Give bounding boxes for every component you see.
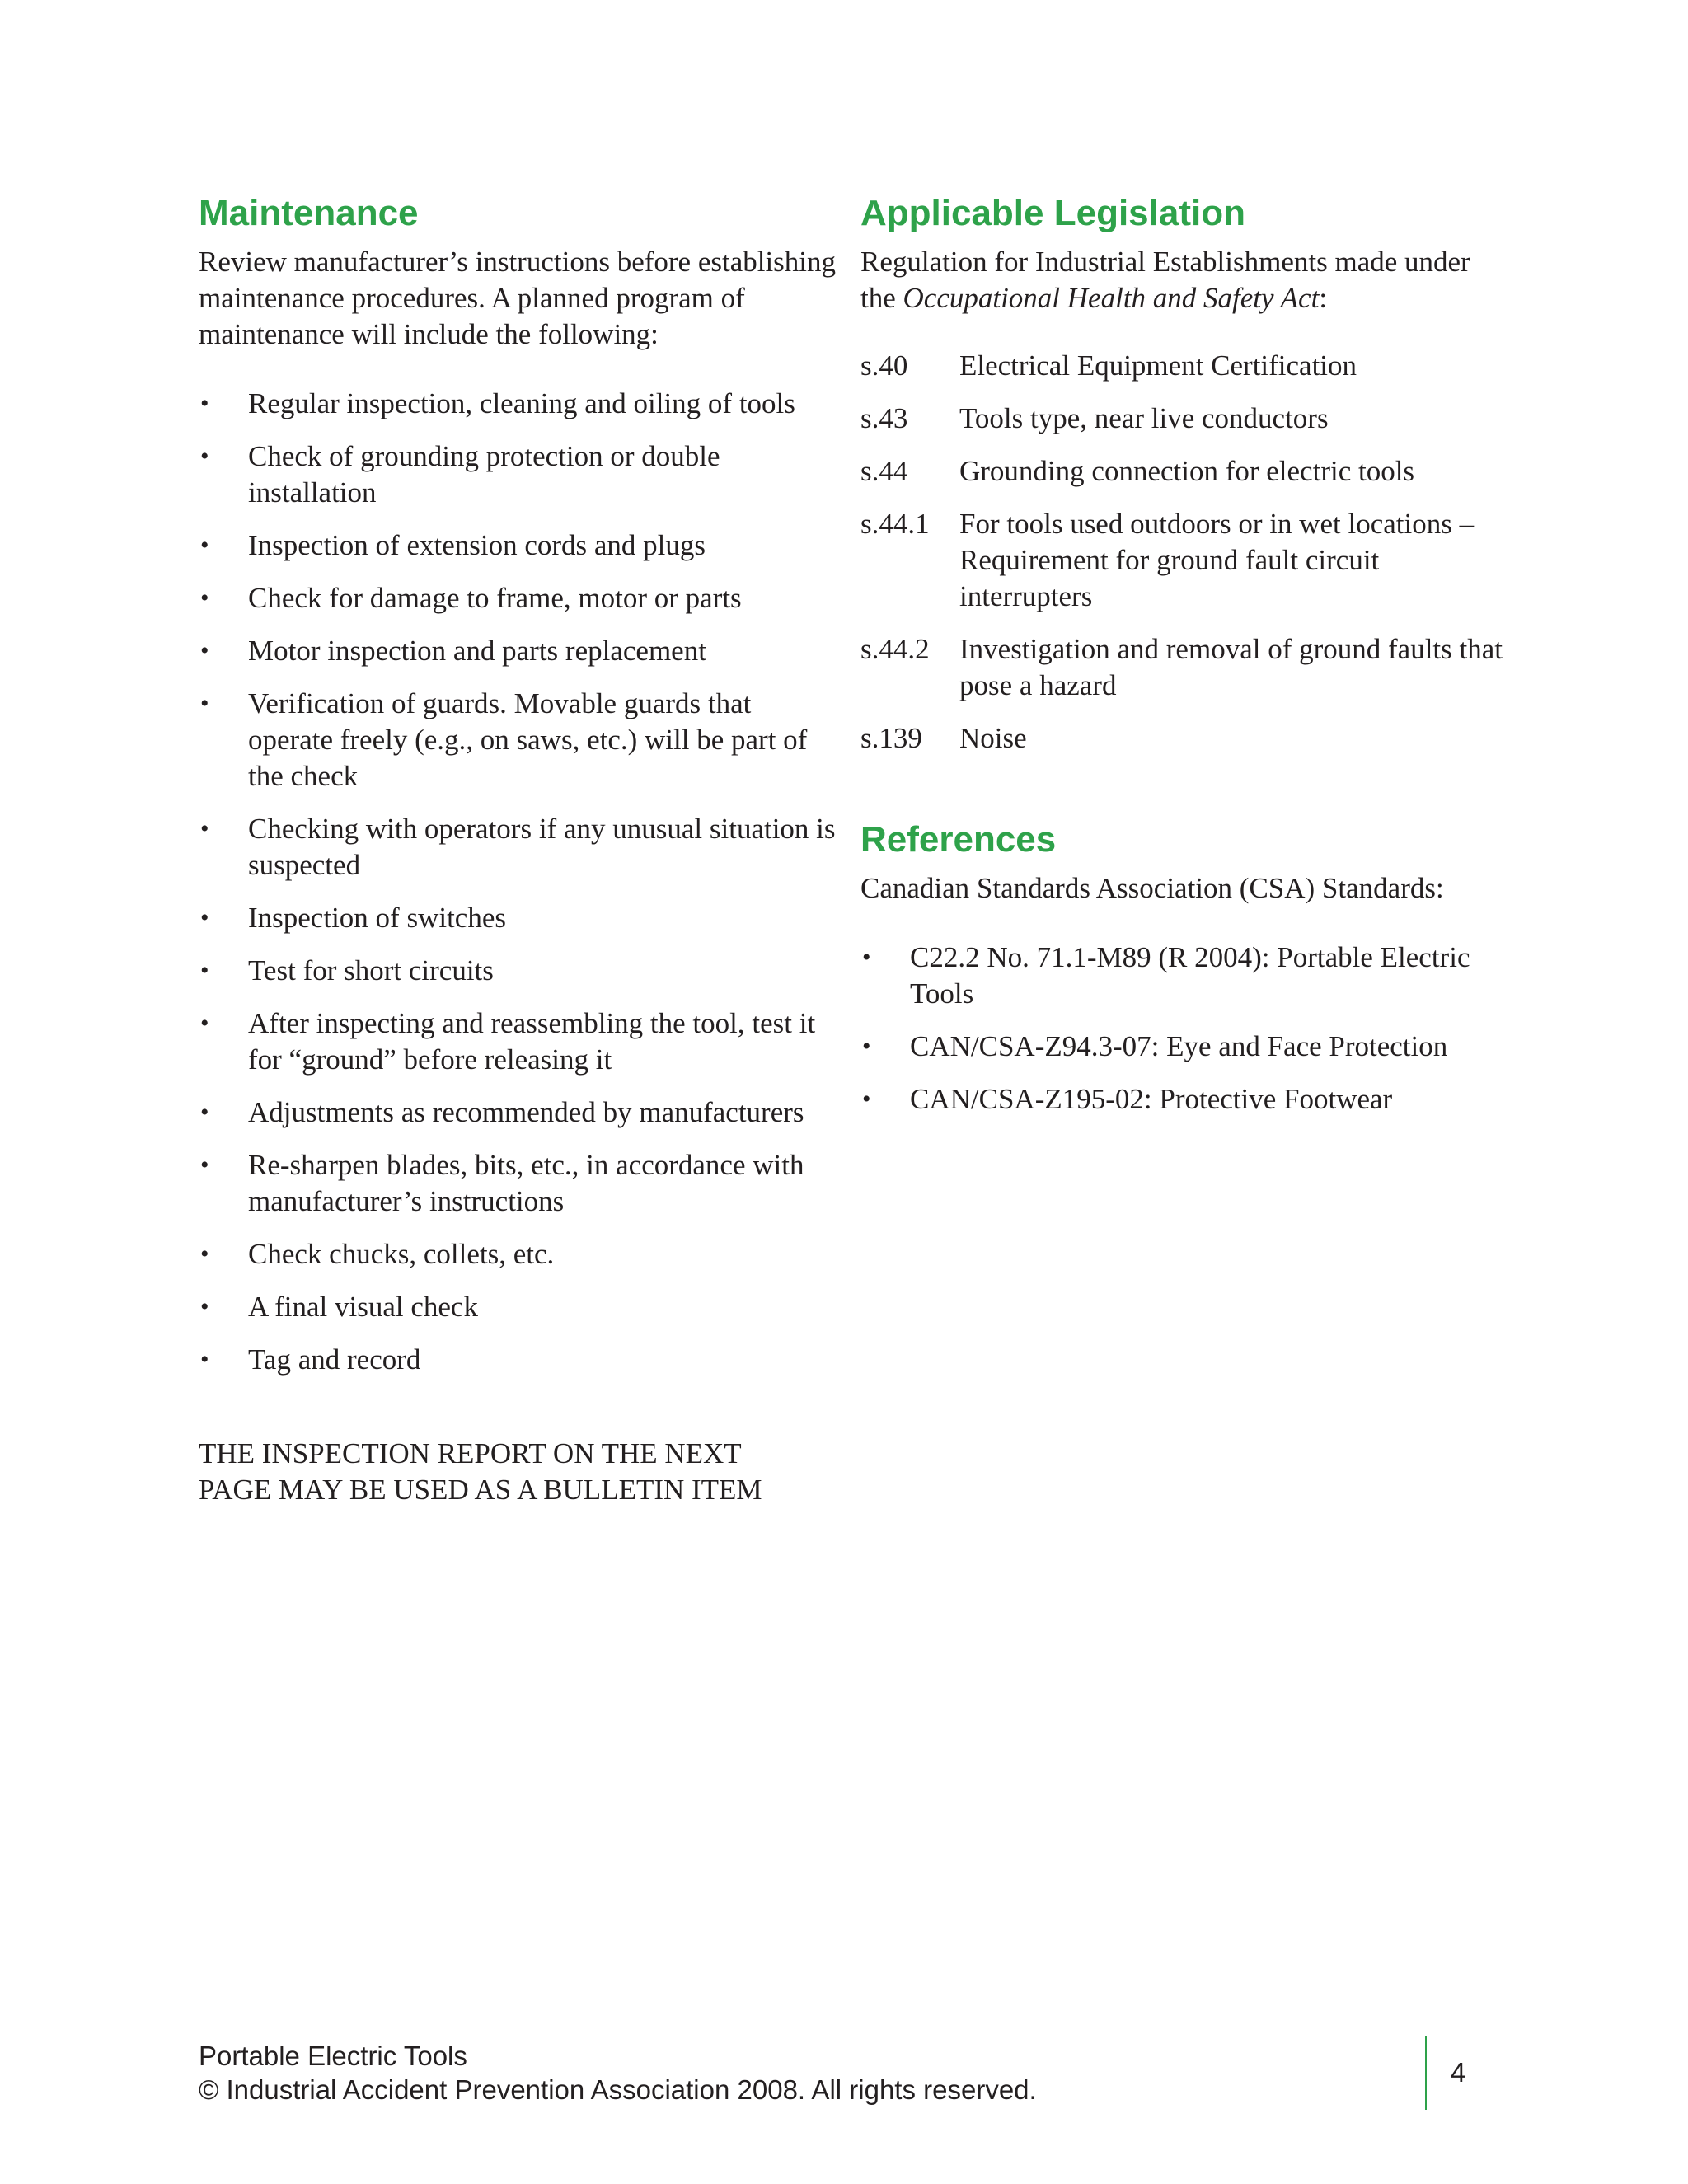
list-item-text: CAN/CSA-Z195-02: Protective Footwear bbox=[910, 1083, 1393, 1115]
bullet-icon: • bbox=[200, 1010, 209, 1037]
section-description: Tools type, near live conductors bbox=[959, 402, 1329, 434]
list-item-text: Inspection of extension cords and plugs bbox=[248, 529, 706, 561]
bullet-icon: • bbox=[200, 390, 209, 417]
legislation-table bbox=[860, 348, 1503, 757]
list-item bbox=[199, 527, 842, 564]
references-list bbox=[860, 940, 1503, 1118]
list-item-text: Inspection of switches bbox=[248, 902, 506, 934]
list-item bbox=[199, 953, 842, 989]
legislation-heading: Applicable Legislation bbox=[860, 193, 1245, 233]
inspection-report-note bbox=[199, 1436, 842, 1508]
bullet-icon: • bbox=[200, 637, 209, 664]
section-description: Electrical Equipment Certification bbox=[959, 349, 1357, 382]
list-item bbox=[199, 686, 842, 794]
list-item bbox=[199, 580, 842, 616]
table-row bbox=[860, 453, 1503, 490]
legislation-intro-prefix: Regulation for Industrial Establishments made under the bbox=[860, 246, 1470, 314]
list-item-text: Test for short circuits bbox=[248, 954, 494, 987]
bullet-icon: • bbox=[200, 1099, 209, 1126]
list-item-text: After inspecting and reassembling the tool, test it for “ground” before releasing it bbox=[248, 1007, 816, 1076]
bullet-icon: • bbox=[200, 904, 209, 931]
bullet-icon: • bbox=[200, 690, 209, 717]
maintenance-intro: Review manufacturer’s instructions before establishing maintenance procedures. A planned program of maintenance will include the following: bbox=[199, 246, 837, 350]
list-item bbox=[199, 1005, 842, 1078]
list-item bbox=[199, 1147, 842, 1220]
section-description: For tools used outdoors or in wet locations – Requirement for ground fault circuit interrupters bbox=[959, 508, 1475, 612]
list-item bbox=[199, 900, 842, 936]
list-item bbox=[860, 1081, 1503, 1118]
references-heading: References bbox=[860, 819, 1057, 860]
table-row bbox=[860, 720, 1503, 757]
bullet-icon: • bbox=[200, 815, 209, 842]
section-number: s.44 bbox=[860, 455, 908, 487]
note-line: PAGE MAY BE USED AS A BULLETIN ITEM bbox=[199, 1474, 762, 1506]
legislation-intro bbox=[860, 244, 1503, 316]
list-item-text: Check for damage to frame, motor or parts bbox=[248, 582, 742, 614]
list-item-text: Motor inspection and parts replacement bbox=[248, 635, 706, 667]
list-item bbox=[199, 386, 842, 422]
bullet-icon: • bbox=[862, 1033, 871, 1060]
list-item bbox=[860, 940, 1503, 1012]
page-number: 4 bbox=[1451, 2057, 1466, 2088]
legislation-section bbox=[860, 191, 1503, 1134]
bullet-icon: • bbox=[200, 1346, 209, 1373]
bullet-icon: • bbox=[862, 1085, 871, 1113]
list-item-text: CAN/CSA-Z94.3-07: Eye and Face Protection bbox=[910, 1030, 1448, 1062]
list-item bbox=[199, 1236, 842, 1272]
list-item bbox=[199, 811, 842, 883]
list-item-text: Tag and record bbox=[248, 1343, 421, 1376]
section-number: s.43 bbox=[860, 402, 908, 434]
footer-title: Portable Electric Tools bbox=[199, 2041, 467, 2071]
list-item bbox=[860, 1029, 1503, 1065]
maintenance-section bbox=[199, 191, 842, 1508]
bullet-icon: • bbox=[862, 944, 871, 971]
list-item-text: C22.2 No. 71.1-M89 (R 2004): Portable Electric Tools bbox=[910, 941, 1470, 1010]
footer-copyright: © Industrial Accident Prevention Association 2008. All rights reserved. bbox=[199, 2074, 1037, 2105]
list-item-text: Checking with operators if any unusual situation is suspected bbox=[248, 813, 836, 881]
list-item-text: Verification of guards. Movable guards that operate freely (e.g., on saws, etc.) will be part of the check bbox=[248, 687, 808, 792]
list-item bbox=[199, 1094, 842, 1131]
list-item-text: Adjustments as recommended by manufacturers bbox=[248, 1096, 804, 1128]
list-item bbox=[199, 633, 842, 669]
list-item-text: A final visual check bbox=[248, 1291, 478, 1323]
page-footer bbox=[199, 2039, 1037, 2107]
list-item-text: Re-sharpen blades, bits, etc., in accordance with manufacturer’s instructions bbox=[248, 1149, 804, 1217]
list-item-text: Check chucks, collets, etc. bbox=[248, 1238, 555, 1270]
bullet-icon: • bbox=[200, 957, 209, 984]
section-description: Noise bbox=[959, 722, 1027, 754]
references-intro: Canadian Standards Association (CSA) Standards: bbox=[860, 872, 1444, 904]
section-number: s.40 bbox=[860, 349, 908, 382]
footer-divider bbox=[1425, 2036, 1427, 2110]
bullet-icon: • bbox=[200, 443, 209, 470]
bullet-icon: • bbox=[200, 1240, 209, 1268]
legislation-act-title: Occupational Health and Safety Act bbox=[903, 282, 1320, 314]
section-description: Grounding connection for electric tools bbox=[959, 455, 1415, 487]
table-row bbox=[860, 631, 1503, 704]
list-item bbox=[199, 438, 842, 511]
section-description: Investigation and removal of ground faults that pose a hazard bbox=[959, 633, 1503, 701]
table-row bbox=[860, 401, 1503, 437]
bullet-icon: • bbox=[200, 584, 209, 612]
legislation-intro-suffix: : bbox=[1319, 282, 1328, 314]
section-number: s.139 bbox=[860, 722, 922, 754]
list-item bbox=[199, 1289, 842, 1325]
section-number: s.44.2 bbox=[860, 633, 930, 665]
table-row bbox=[860, 348, 1503, 384]
bullet-icon: • bbox=[200, 532, 209, 559]
list-item-text: Check of grounding protection or double installation bbox=[248, 440, 720, 509]
bullet-icon: • bbox=[200, 1151, 209, 1179]
bullet-icon: • bbox=[200, 1293, 209, 1320]
table-row bbox=[860, 506, 1503, 615]
note-line: THE INSPECTION REPORT ON THE NEXT bbox=[199, 1437, 742, 1469]
list-item bbox=[199, 1342, 842, 1378]
section-number: s.44.1 bbox=[860, 508, 930, 540]
maintenance-list bbox=[199, 386, 842, 1378]
maintenance-heading: Maintenance bbox=[199, 193, 419, 233]
list-item-text: Regular inspection, cleaning and oiling of tools bbox=[248, 387, 795, 419]
